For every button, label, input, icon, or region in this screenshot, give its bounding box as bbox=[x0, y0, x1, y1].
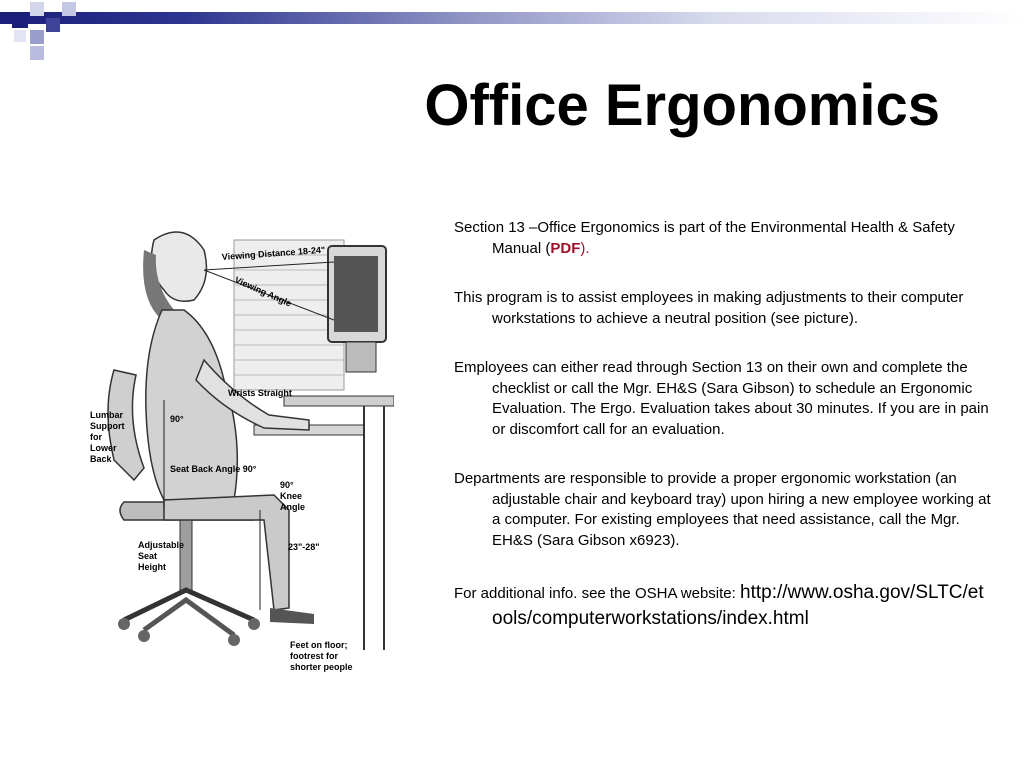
svg-text:Feet on floor;: Feet on floor; bbox=[290, 640, 348, 650]
paragraph-department-responsibility: Departments are responsible to provide a proper ergonomic workstation (an adjustable chair and keyboard tray) upon hiring a new employee working at a computer. For existing employees that need assistance, call the Mgr. EH&S (Sara Gibson x6923). bbox=[454, 470, 991, 549]
header-square-2 bbox=[30, 2, 44, 16]
header-square-3 bbox=[46, 18, 60, 32]
content-body bbox=[454, 218, 994, 661]
header-square-5 bbox=[62, 2, 76, 16]
paragraph-manual-section bbox=[454, 218, 994, 259]
ergonomic-diagram bbox=[84, 210, 394, 680]
svg-text:Angle: Angle bbox=[280, 502, 306, 512]
pdf-link-tail: ). bbox=[580, 239, 590, 257]
label-feet-on-floor bbox=[290, 640, 353, 672]
label-knee-angle bbox=[280, 480, 305, 512]
paragraph-program-purpose: This program is to assist employees in making adjustments to their computer workstations to achieve a neutral position (see picture). bbox=[454, 289, 964, 327]
svg-text:for: for bbox=[90, 432, 102, 442]
svg-text:Height: Height bbox=[138, 562, 166, 572]
svg-text:Seat: Seat bbox=[138, 551, 158, 561]
osha-url-link[interactable]: http://www.osha.gov/SLTC/etools/computerworkstations/index.html bbox=[492, 582, 984, 629]
header-square-6 bbox=[30, 46, 44, 60]
svg-text:Lower: Lower bbox=[90, 443, 117, 453]
svg-text:Knee: Knee bbox=[280, 491, 303, 501]
label-elbow-angle: 90° bbox=[170, 414, 184, 424]
page-title: Office Ergonomics bbox=[424, 73, 940, 138]
label-viewing-angle: Viewing Angle bbox=[233, 274, 293, 309]
header-square-1 bbox=[12, 12, 28, 28]
header-square-4 bbox=[30, 30, 44, 44]
label-wrists-straight: Wrists Straight bbox=[228, 388, 292, 398]
header-square-7 bbox=[14, 30, 26, 42]
svg-text:90°: 90° bbox=[280, 480, 294, 490]
label-seat-back-angle: Seat Back Angle 90° bbox=[170, 464, 257, 474]
svg-text:footrest for: footrest for bbox=[290, 651, 338, 661]
paragraph-employee-options: Employees can either read through Section 13 on their own and complete the checklist or call the Mgr. EH&S (Sara Gibson) to schedule an Ergonomic Evaluation. The Ergo. Evaluation takes about 30 minutes. If you are in pain or discomfort call for an evaluation. bbox=[454, 359, 989, 438]
svg-text:Lumbar: Lumbar bbox=[90, 410, 124, 420]
svg-text:shorter people: shorter people bbox=[290, 662, 353, 672]
label-adjustable-seat bbox=[138, 540, 184, 572]
label-seat-range: 23"-28" bbox=[288, 542, 320, 552]
svg-text:Support: Support bbox=[90, 421, 125, 431]
svg-text:Back: Back bbox=[90, 454, 112, 464]
osha-info-text: For additional info. see the OSHA website: bbox=[454, 585, 736, 602]
svg-text:Adjustable: Adjustable bbox=[138, 540, 185, 550]
label-viewing-distance: Viewing Distance 18-24" bbox=[221, 244, 326, 262]
ergonomic-workstation-illustration bbox=[84, 210, 394, 680]
paragraph-osha-info bbox=[454, 580, 994, 632]
paragraph-manual-text: Section 13 –Office Ergonomics is part of the Environmental Health & Safety Manual ( bbox=[454, 219, 955, 257]
header-gradient-bar bbox=[0, 12, 1024, 24]
pdf-link[interactable]: PDF bbox=[550, 239, 581, 257]
